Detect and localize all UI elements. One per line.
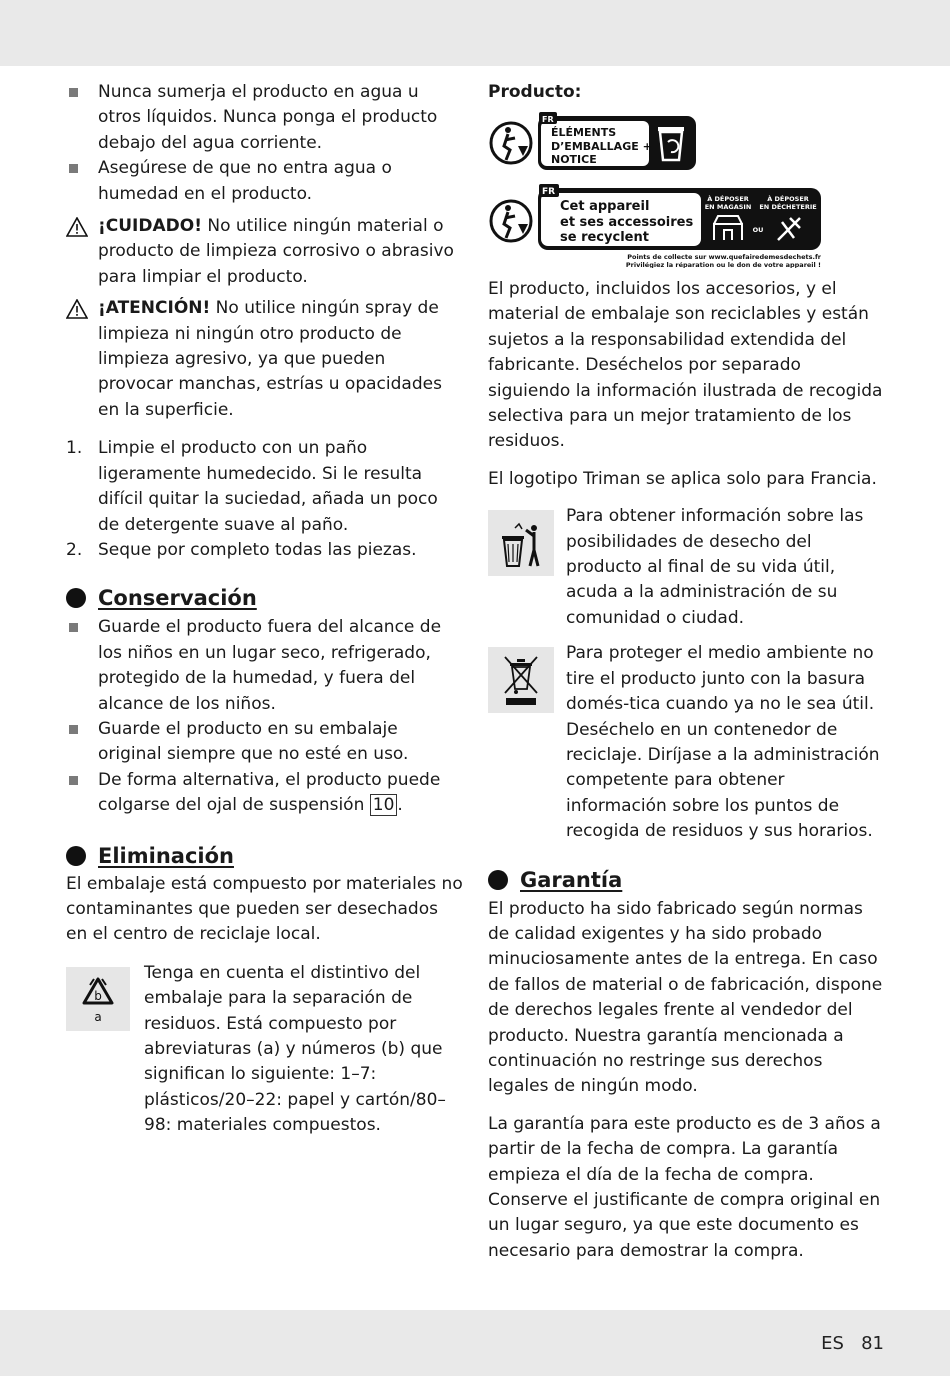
recyclable-paragraph: El producto, incluidos los accesorios, y el material de embalaje son reciclables y están sujetos a la responsabilidad extendida del fabricante. Deséchelos por separado siguiendo la información ilustrada de recogida selectiva para un mejor tratamiento de los residuos.	[488, 279, 883, 452]
section-bullet-icon	[66, 846, 86, 866]
svg-text:Privilégiez la réparation ou l: Privilégiez la réparation ou le don de votre appareil !	[625, 261, 821, 268]
triman-packaging-logo	[488, 112, 886, 182]
recycle-abbr-a: a	[94, 1009, 102, 1024]
svg-text:ÉLÉMENTS: ÉLÉMENTS	[551, 126, 617, 139]
part-reference: 10	[370, 794, 398, 816]
svg-text:et ses accessoires: et ses accessoires	[560, 215, 694, 230]
bullet-square-icon	[69, 623, 78, 632]
svg-text:À DÉPOSER: À DÉPOSER	[707, 195, 749, 203]
bullet-square-icon	[69, 164, 78, 173]
waste-bin-icon	[488, 510, 554, 576]
caution-text: No utilice ningún material o producto de limpieza corrosivo o abrasivo para limpiar el producto.	[98, 216, 454, 287]
bullet-item	[66, 717, 464, 768]
section-bullet-icon	[488, 870, 508, 890]
svg-text:D’EMBALLAGE +: D’EMBALLAGE +	[551, 140, 652, 153]
triman-icon	[488, 198, 534, 244]
attention-note	[66, 296, 464, 423]
language-code: ES	[821, 1333, 844, 1354]
section-heading-storage: Conservación	[66, 583, 464, 613]
svg-text:se recyclent: se recyclent	[560, 230, 649, 245]
bin-disposal-block	[488, 504, 886, 631]
caution-label: ¡CUIDADO!	[98, 216, 202, 237]
warning-triangle-icon	[66, 299, 88, 319]
bullet-item	[66, 156, 464, 207]
step-number: 2.	[66, 539, 83, 560]
bullet-text: Asegúrese de que no entra agua o humedad en el producto.	[98, 158, 392, 204]
triman-appliance-logo	[488, 184, 886, 268]
recycle-number-b: b	[94, 988, 102, 1003]
page-footer	[821, 1333, 884, 1354]
svg-text:OU: OU	[752, 226, 764, 234]
header-band	[0, 0, 950, 66]
left-column	[66, 80, 464, 1139]
crossed-bin-icon	[488, 647, 554, 713]
cleaning-steps	[66, 436, 464, 563]
bullet-text: Guarde el producto fuera del alcance de los niños en un lugar seco, refrigerado, protegido de la humedad, y fuera del alcance de los niños.	[98, 617, 442, 714]
bin-disposal-text: Para obtener información sobre las posibilidades de desecho del producto al final de su vida útil, acuda a la administración de su comunidad o ciudad.	[566, 506, 864, 628]
section-heading-warranty: Garantía	[488, 865, 886, 895]
warranty-paragraph-2: La garantía para este producto es de 3 años a partir de la fecha de compra. La garantía empieza el día de la fecha de compra. Conserve el justificante de compra original en un lugar seguro, ya que este documento es necesario para demostrar la compra.	[488, 1113, 881, 1261]
product-label: Producto:	[488, 82, 582, 102]
bullet-item	[66, 615, 464, 717]
footer-band	[0, 1310, 950, 1376]
warranty-paragraph-1: El producto ha sido fabricado según normas de calidad exigentes y ha sido probado minuciosamente antes de la entrega. En caso de fallos de material o de fabricación, dispone de derechos legales frente al vendedor del producto. Nuestra garantía mencionada a continuación no restringe sus derechos legales de ningún modo.	[488, 898, 883, 1097]
bullet-square-icon	[69, 725, 78, 734]
bullet-square-icon	[69, 88, 78, 97]
recycling-code-icon	[66, 967, 130, 1031]
bullet-text: Guarde el producto en su embalaje original siempre que no esté en uso.	[98, 718, 409, 765]
step-text: Limpie el producto con un paño ligeramente humedecido. Si le resulta difícil quitar la suciedad, añada un poco de detergente suave al paño.	[98, 438, 438, 535]
bullet-square-icon	[69, 776, 78, 785]
bullet-text: De forma alternativa, el producto puede colgarse del ojal de suspensión	[98, 769, 441, 816]
right-column	[488, 80, 886, 1264]
page-number: 81	[861, 1333, 884, 1354]
recycling-code-text: Tenga en cuenta el distintivo del embalaje para la separación de residuos. Está compuesto por abreviaturas (a) y números (b) que significan lo siguiente: 1–7: plásticos/20–22: papel y cartón/80–98: materiales compuestos.	[144, 962, 446, 1136]
triman-badge: FR	[542, 115, 554, 124]
svg-text:EN DÉCHETERIE: EN DÉCHETERIE	[759, 203, 817, 211]
attention-text: No utilice ningún spray de limpieza ni ningún otro producto de limpieza agresivo, ya que pueden provocar manchas, estrías u opacidades en la superficie.	[98, 298, 442, 420]
section-heading-disposal: Eliminación	[66, 841, 464, 871]
weee-block	[488, 641, 886, 844]
step-number: 1.	[66, 438, 83, 459]
step-item	[66, 436, 464, 538]
attention-label: ¡ATENCIÓN!	[98, 298, 211, 319]
triman-note: El logotipo Triman se aplica solo para Francia.	[488, 468, 877, 489]
disposal-paragraph: El embalaje está compuesto por materiales no contaminantes que pueden ser desechados en el centro de reciclaje local.	[66, 873, 463, 945]
svg-text:Cet appareil: Cet appareil	[560, 199, 650, 214]
bullet-item	[66, 80, 464, 156]
svg-text:À DÉPOSER: À DÉPOSER	[767, 195, 809, 203]
section-bullet-icon	[66, 588, 86, 608]
svg-text:EN MAGASIN: EN MAGASIN	[704, 203, 752, 211]
triman-badge: FR	[542, 187, 556, 197]
bullet-item: De forma alternativa, el producto puede colgarse del ojal de suspensión 10 .	[66, 768, 464, 819]
recycling-code-block	[66, 961, 464, 1139]
warning-triangle-icon	[66, 217, 88, 237]
step-text: Seque por completo todas las piezas.	[98, 539, 417, 560]
svg-text:NOTICE: NOTICE	[551, 153, 597, 166]
svg-text:Points de collecte sur www.que: Points de collecte sur www.quefairedemesdechets.fr	[627, 253, 821, 261]
caution-note	[66, 214, 464, 290]
triman-icon	[488, 120, 534, 166]
weee-text: Para proteger el medio ambiente no tire el producto junto con la basura domés-tica cuando ya no le sea útil. Deséchelo en un contenedor de reciclaje. Diríjase a la administración competente para obtener información sobre los puntos de recogida de residuos y sus horarios.	[566, 643, 880, 842]
bullet-text: Nunca sumerja el producto en agua u otros líquidos. Nunca ponga el producto debajo del agua corriente.	[98, 82, 438, 153]
step-item	[66, 538, 464, 563]
